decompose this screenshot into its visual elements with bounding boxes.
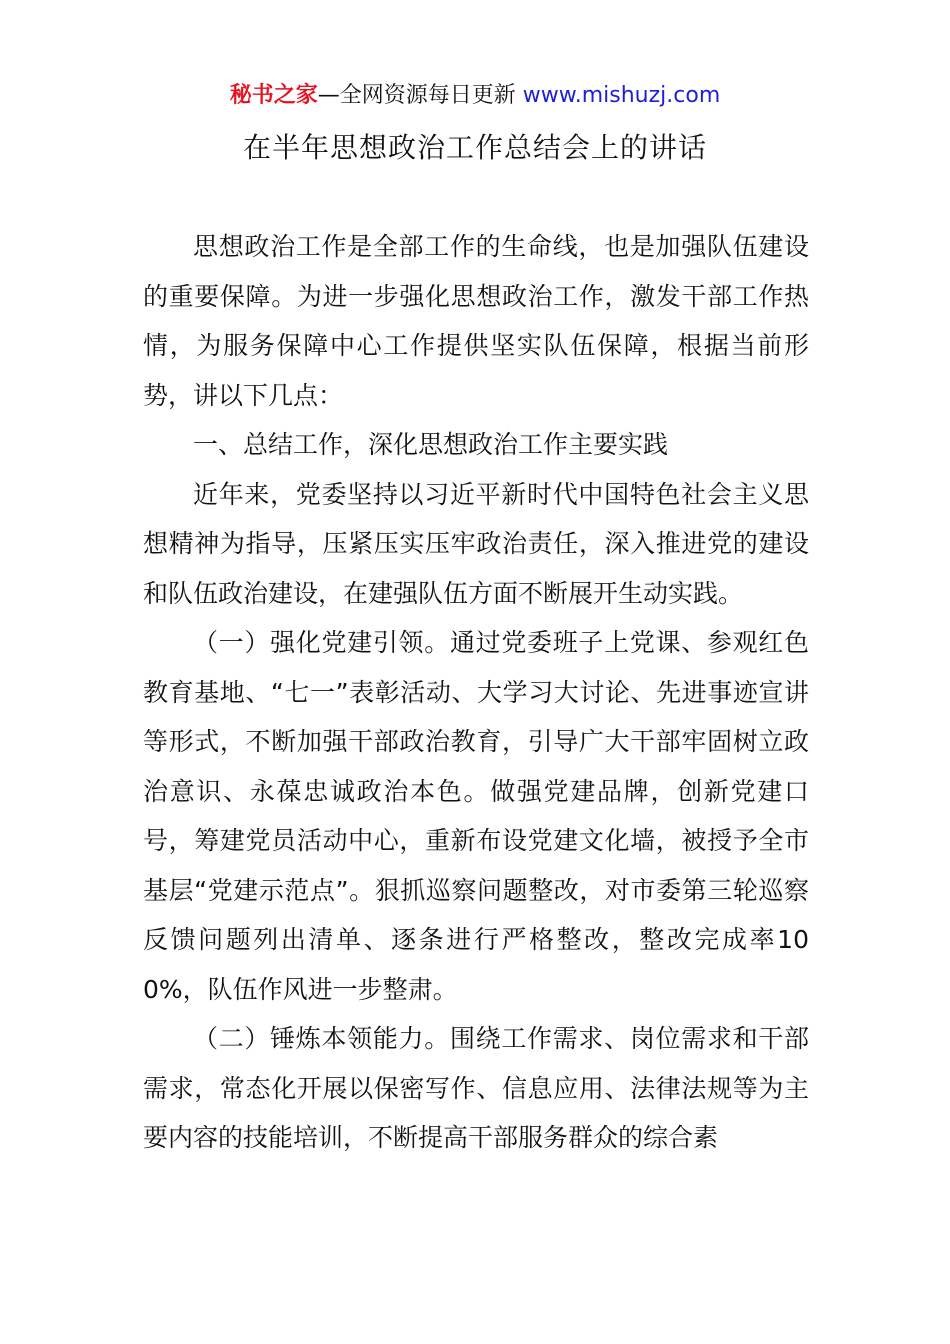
paragraph-section-1-intro: 近年来，党委坚持以习近平新时代中国特色社会主义思想精神为指导，压紧压实压牢政治责任，深入推进党的建设和队伍政治建设，在建强队伍方面不断展开生动实践。	[143, 479, 809, 608]
paragraph-subsection-1: （一）强化党建引领。通过党委班子上党课、参观红色教育基地、“七一”表彰活动、大学习大讨论、先进事迹宣讲等形式，不断加强干部政治教育，引导广大干部牢固树立政治意识、永葆忠诚政治本色。做强党建品牌，创新党建口号，筹建党员活动中心，重新布设党建文化墙，被授予全市基层“党建示范点”。狠抓巡察问题整改，对市委第三轮巡察反馈问题列出清单、逐条进行严格整改，整改完成率100%，队伍作风进一步整肃。	[143, 628, 809, 1004]
document-title: 在半年思想政治工作总结会上的讲话	[242, 131, 707, 164]
section-heading-1: 一、总结工作，深化思想政治工作主要实践	[193, 430, 669, 459]
document-body	[143, 222, 809, 1163]
site-tagline: —全网资源每日更新	[317, 83, 523, 108]
paragraph-intro: 思想政治工作是全部工作的生命线，也是加强队伍建设的重要保障。为进一步强化思想政治工作，激发干部工作热情，为服务保障中心工作提供坚实队伍保障，根据当前形势，讲以下几点：	[143, 232, 809, 410]
site-header	[0, 80, 950, 112]
paragraph-subsection-2: （二）锤炼本领能力。围绕工作需求、岗位需求和干部需求，常态化开展以保密写作、信息应用、法律法规等为主要内容的技能培训，不断提高干部服务群众的综合素	[143, 1024, 809, 1152]
site-url-link[interactable]: www.mishuzj.com	[522, 83, 721, 108]
site-brand: 秘书之家	[229, 83, 318, 108]
